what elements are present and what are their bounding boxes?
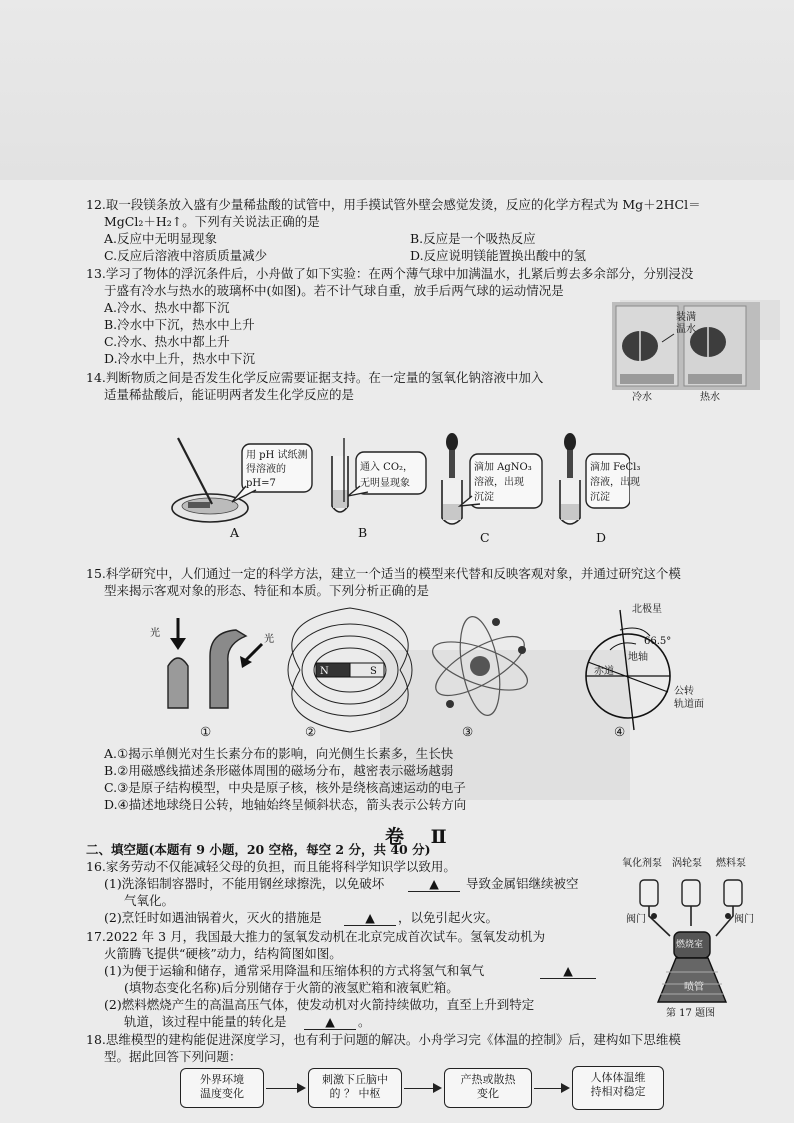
q13-stem-line1: 13.学习了物体的浮沉条件后，小舟做了如下实验：在两个薄气球中加满温水，扎紧后剪去多余部分，分别浸没 — [86, 266, 694, 281]
q13-option-c[interactable]: C.冷水、热水中都上升 — [104, 334, 230, 349]
q16-part1-a: (1)洗涤铝制容器时，不能用钢丝球擦洗，以免破坏 — [104, 876, 385, 891]
flow-box-environment — [180, 1068, 264, 1108]
q15-equator: 赤道 — [594, 666, 614, 677]
q15-stem-line2: 型来揭示客观对象的形态、特征和本质。下列分析正确的是 — [104, 583, 430, 598]
q17-stem-line1: 17.2022 年 3 月，我国最大推力的氢氧发动机在北京完成首次试车。氢氧发动机为 — [86, 929, 546, 944]
q17-nozzle: 喷管 — [684, 982, 704, 993]
q15-fig2-label: ② — [305, 724, 317, 739]
q15-north-star: 北极星 — [632, 604, 662, 615]
q14-c-note-2: 溶液，出现 — [474, 477, 524, 488]
q14-c-note-1: 滴加 AgNO₃ — [474, 462, 532, 473]
q17-part2-b: 轨道，该过程中能量的转化是 — [124, 1014, 287, 1029]
q15-stem-line1: 15.科学研究中，人们通过一定的科学方法，建立一个适当的模型来代替和反映客观对象，并通过研究这个模 — [86, 566, 681, 581]
q13-cold-label: 冷水 — [632, 392, 652, 403]
q17-valve-left: 阀门 — [626, 914, 646, 925]
q17-part1-a: (1)为便于运输和储存，通常采用降温和压缩体积的方式将氢气和氧气 — [104, 963, 485, 978]
flow-box-stable-line1: 人体体温维 — [590, 1071, 646, 1084]
q17-stem-line2: 火箭腾飞提供“硬核”动力，结构简图如图。 — [104, 946, 342, 961]
flow-box-heat-line2: 变化 — [477, 1087, 499, 1100]
q17-part1-b: (填物态变化名称)后分别储存于火箭的液氢贮箱和液氧贮箱。 — [124, 980, 459, 995]
q13-stem-line2: 于盛有冷水与热水的玻璃杯中(如图)。若不计气球自重，放手后两气球的运动情况是 — [104, 283, 564, 298]
q13-photo-label: 装满温水 — [676, 312, 696, 335]
q12-option-c[interactable]: C.反应后溶液中溶质质量减少 — [104, 248, 268, 263]
q14-option-a-label[interactable]: A — [230, 525, 240, 540]
q14-a-note-1: 用 pH 试纸测 — [246, 450, 308, 461]
q14-b-note-2: 无明显现象 — [360, 478, 410, 489]
part2-header: 二、填空题(本题有 9 小题，20 空格，每空 2 分，共 40 分) — [86, 842, 431, 857]
q15-magnet-n: N — [320, 666, 329, 677]
q14-a-note-2: 得溶液的 — [246, 464, 286, 475]
q15-option-a[interactable]: A.①揭示单侧光对生长素分布的影响，向光侧生长素多，生长快 — [104, 746, 454, 761]
q15-option-c[interactable]: C.③是原子结构模型，中央是原子核，核外是绕核高速运动的电子 — [104, 780, 466, 795]
q14-a-note-3: pH=7 — [246, 478, 276, 489]
flow-box-environment-line1: 外界环境 — [200, 1073, 244, 1086]
q17-blank-1[interactable]: ▲ — [540, 963, 596, 979]
q14-option-c-label[interactable]: C — [480, 530, 490, 545]
q15-figure — [150, 600, 710, 735]
flow-box-hypothalamus-line1: 刺激下丘脑中 — [322, 1073, 388, 1086]
q15-orbit-2: 轨道面 — [674, 699, 704, 710]
q13-option-d[interactable]: D.冷水中上升，热水中下沉 — [104, 351, 256, 366]
q14-d-note-3: 沉淀 — [590, 492, 610, 503]
q18-stem-line1: 18.思维模型的建构能促进深度学习，也有利于问题的解决。小舟学习完《体温的控制》后，建构如下思维模 — [86, 1032, 681, 1047]
q15-light-label-1: 光 — [150, 628, 160, 639]
q17-valve-right: 阀门 — [734, 914, 754, 925]
q14-c-note-3: 沉淀 — [474, 492, 494, 503]
q17-figure-label: 第 17 题图 — [666, 1008, 716, 1019]
q13-option-b[interactable]: B.冷水中下沉，热水中上升 — [104, 317, 255, 332]
flow-arrow-3 — [534, 1088, 568, 1089]
q16-part1-b: 导致金属铝继续被空 — [466, 876, 579, 891]
q12-option-a[interactable]: A.反应中无明显现象 — [104, 231, 218, 246]
q16-part1-c: 气氧化。 — [124, 893, 175, 908]
q12-option-b[interactable]: B.反应是一个吸热反应 — [410, 231, 536, 246]
q14-d-note-1: 滴加 FeCl₃ — [590, 462, 641, 473]
flow-box-heat — [444, 1068, 532, 1108]
q12-stem-line2: MgCl₂＋H₂↑。下列有关说法正确的是 — [104, 214, 320, 229]
q16-stem: 16.家务劳动不仅能减轻父母的负担，而且能将科学知识学以致用。 — [86, 859, 456, 874]
q14-d-note-2: 溶液，出现 — [590, 477, 640, 488]
blank-top-margin — [0, 0, 794, 180]
q15-magnet-s: S — [370, 666, 377, 677]
q12-stem-line1: 12.取一段镁条放入盛有少量稀盐酸的试管中，用手摸试管外壁会感觉发烫，反应的化学方程式为 Mg＋2HCl＝ — [86, 197, 701, 212]
q17-chamber: 燃烧室 — [676, 940, 704, 950]
q13-hot-label: 热水 — [700, 392, 720, 403]
q15-earth-axis: 地轴 — [628, 652, 648, 663]
q14-stem-line1: 14.判断物质之间是否发生化学反应需要证据支持。在一定量的氢氧化钠溶液中加入 — [86, 370, 544, 385]
q15-light-label-2: 光 — [264, 634, 274, 645]
q16-blank-1[interactable]: ▲ — [408, 876, 460, 892]
q12-option-d[interactable]: D.反应说明镁能置换出酸中的氢 — [410, 248, 587, 263]
q14-b-note-1: 通入 CO₂， — [360, 462, 414, 473]
q15-fig3-label: ③ — [462, 724, 474, 739]
q15-fig1-label: ① — [200, 724, 212, 739]
q13-option-a[interactable]: A.冷水、热水中都下沉 — [104, 300, 230, 315]
q16-part2-b: ，以免引起火灾。 — [398, 910, 499, 925]
flow-box-environment-line2: 温度变化 — [200, 1087, 244, 1100]
q17-pump-oxidizer: 氧化剂泵 — [622, 858, 662, 869]
flow-box-hypothalamus — [308, 1068, 402, 1108]
flow-box-stable — [572, 1066, 664, 1110]
q14-option-d-label[interactable]: D — [596, 530, 607, 545]
flow-box-hypothalamus-line2: 的 ？ 中枢 — [329, 1087, 381, 1100]
flow-box-heat-line1: 产热或散热 — [460, 1073, 516, 1086]
q16-part2-a: (2)烹饪时如遇油锅着火，灭火的措施是 — [104, 910, 322, 925]
q15-fig4-label: ④ — [614, 724, 626, 739]
q16-blank-2[interactable]: ▲ — [344, 910, 396, 926]
flow-arrow-2 — [404, 1088, 440, 1089]
q17-part2-c: 。 — [358, 1014, 371, 1029]
q14-stem-line2: 适量稀盐酸后，能证明两者发生化学反应的是 — [104, 387, 355, 402]
q15-option-d[interactable]: D.④描述地球绕日公转，地轴始终呈倾斜状态，箭头表示公转方向 — [104, 797, 467, 812]
q14-option-b-label[interactable]: B — [358, 525, 368, 540]
q17-blank-2[interactable]: ▲ — [304, 1014, 356, 1030]
q17-part2-a: (2)燃料燃烧产生的高温高压气体，使发动机对火箭持续做功，直至上升到特定 — [104, 997, 535, 1012]
flow-arrow-1 — [266, 1088, 304, 1089]
q15-angle: 66.5° — [644, 636, 672, 647]
q17-pump-turbo: 涡轮泵 — [672, 858, 702, 869]
flow-box-stable-line2: 持相对稳定 — [590, 1085, 646, 1098]
q17-pump-fuel: 燃料泵 — [716, 858, 746, 869]
q15-option-b[interactable]: B.②用磁感线描述条形磁体周围的磁场分布，越密表示磁场越弱 — [104, 763, 454, 778]
q18-stem-line2: 型。据此回答下列问题： — [104, 1049, 242, 1064]
section-title: 卷 Ⅱ — [385, 826, 457, 848]
q15-orbit-1: 公转 — [674, 686, 694, 697]
